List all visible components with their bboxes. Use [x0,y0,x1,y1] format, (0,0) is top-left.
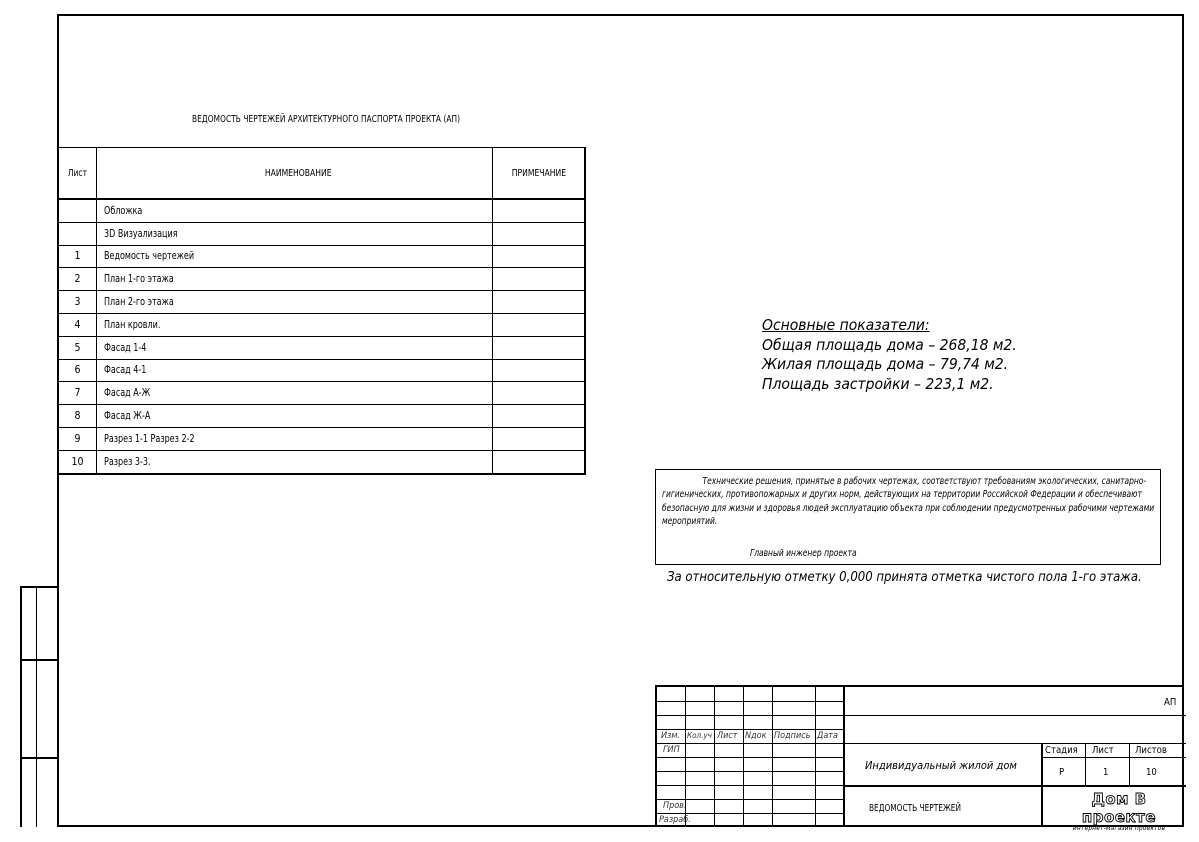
indicator-living-area: Жилая площадь дома – 79,74 м2. [762,355,1009,373]
label-gip: ГИП [663,745,680,755]
indicators-heading: Основные показатели: [762,316,930,334]
sheet-value: 1 [1103,767,1109,778]
col-kol-uch: Кол.уч [687,731,712,740]
col-izm: Изм. [661,731,681,741]
table-row: 6 Фасад 4-1 [58,359,585,382]
table-row: 7 Фасад А-Ж [58,382,585,405]
table-row: 3D Визуализация [58,222,585,245]
title-block [655,685,1184,832]
col-ndok: Nдок [745,731,767,741]
elevation-note: За относительную отметку 0,000 принята отметка чистого пола 1-го этажа. [667,570,1142,585]
col-list: Лист [717,731,738,741]
col-data: Дата [817,731,838,741]
table-row: 8 Фасад Ж-А [58,405,585,428]
doc-title-stamp: ВЕДОМОСТЬ ЧЕРТЕЖЕЙ [869,803,961,814]
table-row: 4 План кровли. [58,313,585,336]
chief-engineer-label: Главный инженер проекта [750,548,857,559]
table-row: 1 Ведомость чертежей [58,245,585,268]
col-podpis: Подпись [774,731,811,741]
table-row: Обложка [58,199,585,222]
main-indicators [762,316,1017,394]
table-row: 3 План 2-го этажа [58,291,585,314]
table-row: 2 План 1-го этажа [58,268,585,291]
object-name: Индивидуальный жилой дом [865,759,1017,772]
label-razrab: Разраб. [659,815,691,825]
table-row: 5 Фасад 1-4 [58,336,585,359]
left-side-stamp [20,586,58,827]
sheet-label: Лист [1092,745,1114,756]
header-note: ПРИМЕЧАНИЕ [493,148,585,200]
technical-solutions-box [655,469,1161,565]
technical-solutions-text: Технические решения, принятые в рабочих чертежах, соответствуют требованиям экологических, санитарно-гигиенических, противопожарных и других норм, действующих на территории Российской Федерации и обеспечивают безопасную для жизни и здоровья людей эксплуатацию объекта при соблюдении предусмотренных рабочими чертежами мероприятий. [662,476,1155,527]
document-code: АП [1164,697,1177,708]
table-header-row [58,148,585,200]
indicator-building-area: Площадь застройки – 223,1 м2. [762,374,994,393]
document-title: ВЕДОМОСТЬ ЧЕРТЕЖЕЙ АРХИТЕКТУРНОГО ПАСПОРТА ПРОЕКТА (АП) [192,114,461,125]
indicator-total-area: Общая площадь дома – 268,18 м2. [762,335,1017,354]
drawings-list-table [57,147,586,475]
company-logo: Дом В проекте интернет-магазин проектов [1072,790,1166,832]
header-sheet: Лист [58,148,96,200]
table-row: 9 Разрез 1-1 Разрез 2-2 [58,427,585,450]
stage-label: Стадия [1045,745,1078,756]
sheets-label: Листов [1135,745,1167,756]
table-row: 10 Разрез 3-3. [58,450,585,473]
sheets-value: 10 [1146,767,1157,778]
label-prov: Пров. [663,801,687,811]
stage-value: Р [1059,767,1065,778]
header-name: НАИМЕНОВАНИЕ [96,148,492,200]
